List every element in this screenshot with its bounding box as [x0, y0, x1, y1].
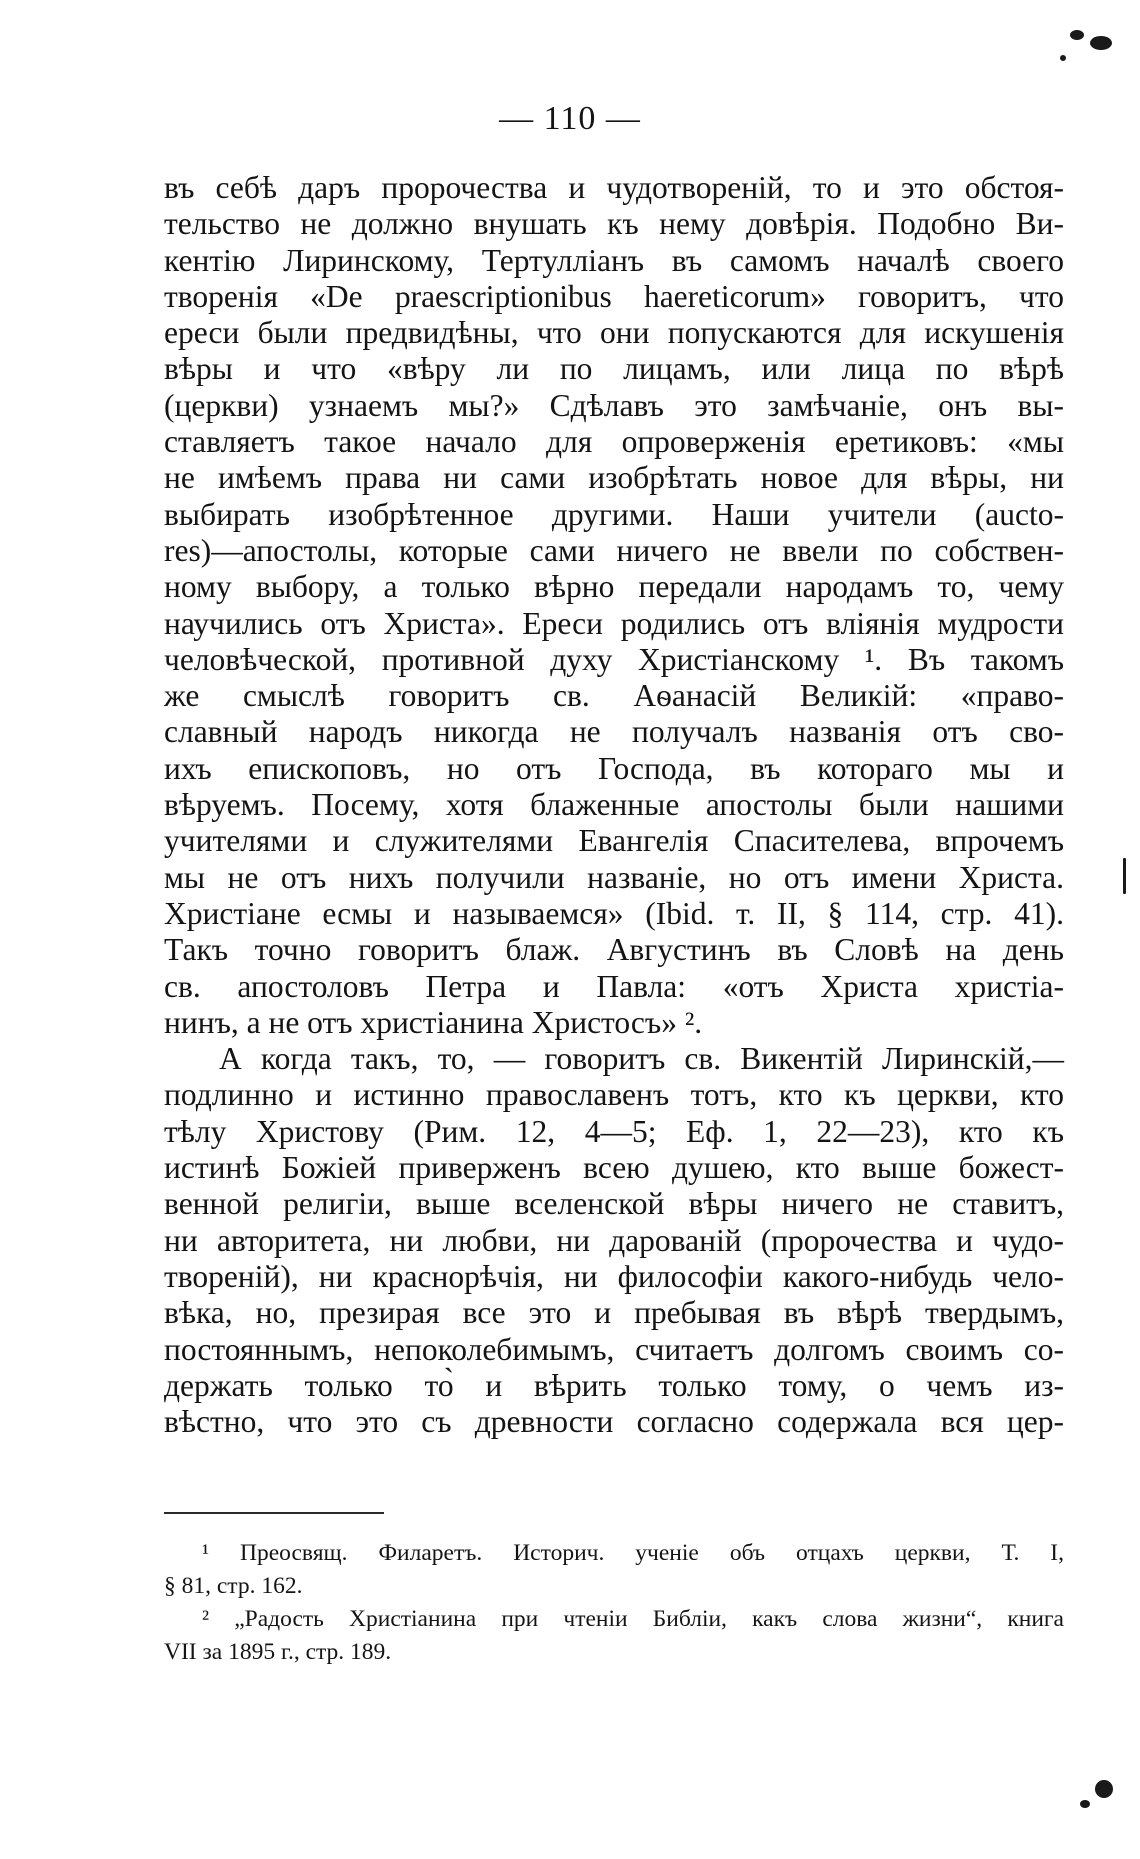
text-line: мы не отъ нихъ получили названіе, но отъ имени Христа. — [164, 859, 1064, 895]
text-line: твореній), ни краснорѣчія, ни философіи какого-нибудь чело- — [164, 1258, 1064, 1294]
text-line: истинѣ Божіей приверженъ всею душею, кто выше божест- — [164, 1150, 1064, 1186]
text-line: вѣстно, что это съ древности согласно содержала вся цер- — [164, 1404, 1064, 1440]
text-line: тельство не должно внушать къ нему довѣрія. Подобно Ви- — [164, 206, 1064, 242]
text-line: Христіане есмы и называемся» (Ibid. т. II, § 114, стр. 41). — [164, 895, 1064, 931]
text-line: не имѣемъ права ни сами изобрѣтать новое для вѣры, ни — [164, 460, 1064, 496]
scan-speck — [1070, 30, 1084, 40]
text-line: ихъ епископовъ, но отъ Господа, въ котораго мы и — [164, 750, 1064, 786]
footnote-line: § 81, стр. 162. — [164, 1573, 303, 1599]
footnote-separator — [164, 1512, 384, 1514]
text-line: въ себѣ даръ пророчества и чудотвореній, то и это обстоя- — [164, 170, 1064, 205]
text-line: вѣры и что «вѣру ли по лицамъ, или лица по вѣрѣ — [164, 351, 1064, 387]
text-line: нинъ, а не отъ христіанина Христосъ» ². — [164, 1004, 703, 1040]
text-line: тѣлу Христову (Рим. 12, 4—5; Еф. 1, 22—23), кто къ — [164, 1113, 1064, 1149]
text-line: ному выбору, а только вѣрно передали народамъ то, чему — [164, 569, 1064, 605]
text-line: вѣруемъ. Посему, хотя блаженные апостолы были нашими — [164, 787, 1064, 823]
text-line: держать только то̀ и вѣрить только тому, о чемъ из- — [164, 1367, 1064, 1403]
scan-speck — [1080, 1800, 1090, 1808]
footnote-line: VII за 1895 г., стр. 189. — [164, 1639, 392, 1665]
text-line: венной религіи, выше вселенской вѣры ничего не ставитъ, — [164, 1186, 1064, 1222]
footnotes — [164, 1537, 1064, 1669]
footnote-line: ¹ Преосвящ. Филаретъ. Историч. ученіе объ отцахъ церкви, Т. I, — [202, 1540, 1064, 1566]
text-line: творенія «De praescriptionibus haereticorum» говоритъ, что — [164, 278, 1064, 314]
main-text — [164, 170, 1064, 1440]
text-line: постояннымъ, непоколебимымъ, считаетъ долгомъ своимъ со- — [164, 1331, 1064, 1367]
scan-speck — [1090, 36, 1112, 50]
page-number: — 110 — — [499, 100, 641, 137]
text-line: человѣческой, противной духу Христіанскому ¹. Въ такомъ — [164, 641, 1064, 677]
text-line: ставляетъ такое начало для опроверженія еретиковъ: «мы — [164, 424, 1064, 460]
text-line: Такъ точно говоритъ блаж. Августинъ въ Словѣ на день — [164, 932, 1064, 968]
text-line: учителями и служителями Евангелія Спасителева, впрочемъ — [164, 823, 1064, 859]
scan-speck — [1095, 1780, 1113, 1798]
text-line: ни авторитета, ни любви, ни дарованій (пророчества и чудо- — [164, 1222, 1064, 1258]
text-line: (церкви) узнаемъ мы?» Сдѣлавъ это замѣчаніе, онъ вы- — [164, 387, 1064, 423]
text-line: кентію Лиринскому, Тертулліанъ въ самомъ началѣ своего — [164, 242, 1064, 278]
footnote-line: ² „Радость Христіанина при чтеніи Библіи, какъ слова жизни“, книга — [202, 1606, 1064, 1632]
text-line: res)—апостолы, которые сами ничего не ввели по собствен- — [164, 532, 1064, 568]
text-line: ереси были предвидѣны, что они попускаются для искушенія — [164, 315, 1064, 351]
text-line: научились отъ Христа». Ереси родились отъ вліянія мудрости — [164, 605, 1064, 641]
text-line: же смыслѣ говоритъ св. Аѳанасій Великій: «право- — [164, 678, 1064, 714]
text-line: А когда такъ, то, — говоритъ св. Викентій Лиринскій,— — [219, 1041, 1064, 1077]
scan-speck — [1123, 858, 1126, 894]
scan-speck — [1060, 55, 1066, 61]
text-line: св. апостоловъ Петра и Павла: «отъ Христа христіа- — [164, 968, 1064, 1004]
text-line: славный народъ никогда не получалъ названія отъ сво- — [164, 714, 1064, 750]
text-line: подлинно и истинно православенъ тотъ, кто къ церкви, кто — [164, 1077, 1064, 1113]
text-line: вѣка, но, презирая все это и пребывая въ вѣрѣ твердымъ, — [164, 1295, 1064, 1331]
text-line: выбирать изобрѣтенное другими. Наши учители (aucto- — [164, 496, 1064, 532]
